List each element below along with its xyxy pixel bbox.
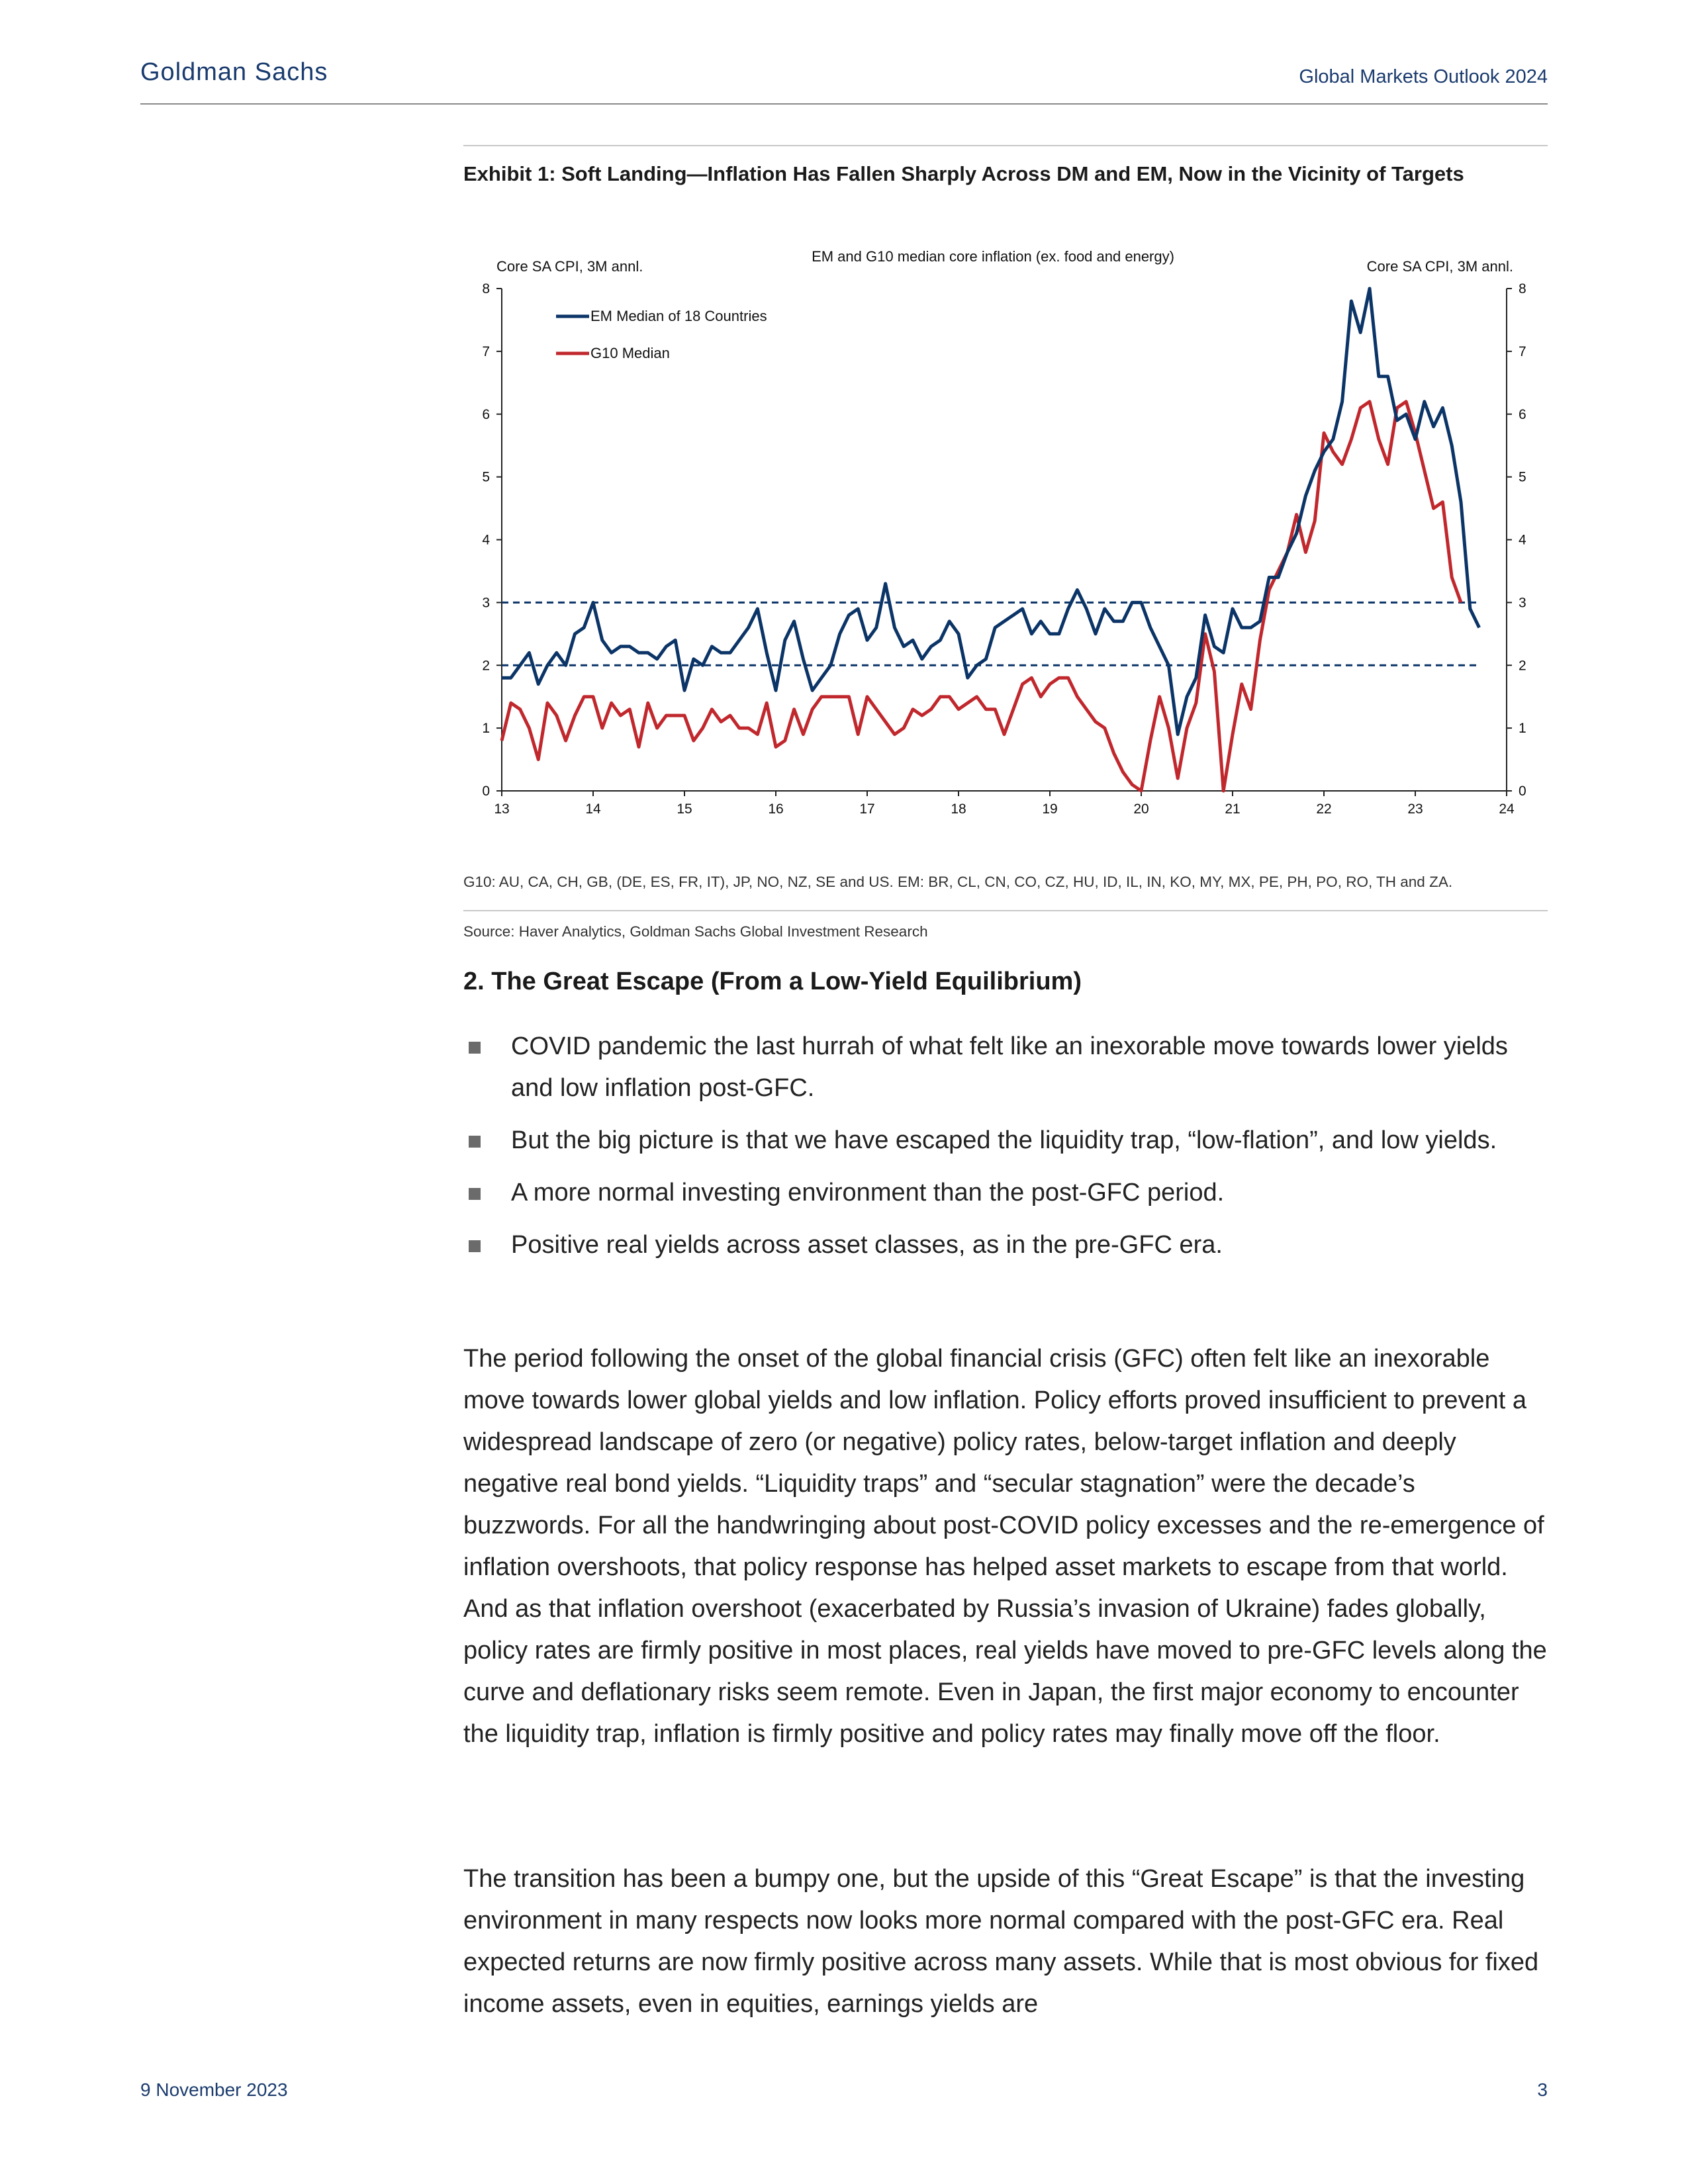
section-heading: 2. The Great Escape (From a Low-Yield Equilibrium) — [463, 968, 1082, 995]
y-axis-label-right: Core SA CPI, 3M annl. — [1366, 258, 1513, 275]
x-tick-label: 21 — [1225, 801, 1241, 817]
bullet-text: Positive real yields across asset classes, as in the pre-GFC era. — [511, 1231, 1223, 1259]
y-tick-label-left: 0 — [482, 784, 490, 799]
y-tick-label-left: 5 — [482, 469, 490, 485]
chart-title: EM and G10 median core inflation (ex. food and energy) — [812, 248, 1174, 265]
exhibit-divider — [463, 145, 1548, 146]
x-tick-label: 22 — [1316, 801, 1332, 817]
bullet-square-icon — [469, 1240, 481, 1252]
y-tick-label-right: 6 — [1519, 406, 1526, 422]
x-tick-label: 19 — [1042, 801, 1058, 817]
y-tick-label-right: 3 — [1519, 595, 1526, 611]
bullet-list — [463, 1026, 1549, 1277]
bullet-square-icon — [469, 1042, 481, 1054]
body-paragraph: The transition has been a bumpy one, but the upside of this “Great Escape” is that the investing environment in many respects now looks more normal compared with the post-GFC era. Real expected returns are now firmly positive across many assets. While that is most obvious for fixed income assets, even in equities, earnings yields are — [463, 1865, 1539, 2018]
legend-label: G10 Median — [590, 345, 670, 361]
source-note: Source: Haver Analytics, Goldman Sachs Global Investment Research — [463, 923, 928, 940]
report-title: Global Markets Outlook 2024 — [1299, 66, 1548, 87]
exhibit-title: Exhibit 1: Soft Landing—Inflation Has Fallen Sharply Across DM and EM, Now in the Vicinity of Targets — [463, 162, 1464, 185]
y-tick-label-left: 7 — [482, 343, 490, 359]
country-coverage-note: G10: AU, CA, CH, GB, (DE, ES, FR, IT), JP, NO, NZ, SE and US. EM: BR, CL, CN, CO, CZ, HU, ID, IL, IN, KO, MY, MX, PE, PH, PO, RO, TH and ZA. — [463, 874, 1453, 890]
inflation-chart — [463, 232, 1526, 841]
bullet-text: A more normal investing environment than the post-GFC period. — [511, 1179, 1225, 1206]
y-tick-label-right: 5 — [1519, 469, 1526, 485]
x-tick-label: 13 — [494, 801, 510, 817]
x-tick-label: 15 — [677, 801, 692, 817]
x-tick-label: 16 — [768, 801, 784, 817]
header-divider — [140, 103, 1548, 105]
y-tick-label-right: 8 — [1519, 281, 1526, 296]
x-tick-label: 18 — [951, 801, 966, 817]
bullet-item — [463, 1026, 1549, 1109]
x-tick-label: 20 — [1133, 801, 1149, 817]
y-tick-label-left: 8 — [482, 281, 490, 296]
g10-median-line — [502, 402, 1461, 791]
y-tick-label-right: 4 — [1519, 532, 1526, 548]
legend-label: EM Median of 18 Countries — [590, 308, 767, 324]
y-tick-label-left: 4 — [482, 532, 490, 548]
page-number: 3 — [1537, 2079, 1548, 2100]
x-tick-label: 24 — [1499, 801, 1515, 817]
body-paragraph: The period following the onset of the global financial crisis (GFC) often felt like an inexorable move towards lower global yields and low inflation. Policy efforts proved insufficient to prevent a widespread landscape of zero (or negative) policy rates, below-target inflation and deeply negative real bond yields. “Liquidity traps” and “secular stagnation” were the decade’s buzzwords. For all the handwringing about post-COVID policy excesses and the re-emergence of inflation overshoots, that policy response has helped asset markets to escape from that world. And as that inflation overshoot (exacerbated by Russia’s invasion of Ukraine) fades globally, policy rates are firmly positive in most places, real yields have moved to pre-GFC levels along the curve and deflationary risks seem remote. Even in Japan, the first major economy to encounter the liquidity trap, inflation is firmly positive and policy rates may finally move off the floor. — [463, 1345, 1547, 1748]
bullet-item — [463, 1172, 1549, 1214]
y-tick-label-left: 6 — [482, 406, 490, 422]
y-tick-label-left: 3 — [482, 595, 490, 611]
y-axis-label-left: Core SA CPI, 3M annl. — [496, 258, 643, 275]
note-divider — [463, 910, 1548, 911]
bullet-item — [463, 1224, 1549, 1266]
footer-date: 9 November 2023 — [140, 2079, 288, 2100]
bullet-text: COVID pandemic the last hurrah of what felt like an inexorable move towards lower yields and low inflation post-GFC. — [511, 1032, 1508, 1102]
y-tick-label-right: 0 — [1519, 784, 1526, 799]
y-tick-label-left: 2 — [482, 658, 490, 674]
bullet-square-icon — [469, 1136, 481, 1148]
y-tick-label-right: 1 — [1519, 721, 1526, 737]
y-tick-label-right: 2 — [1519, 658, 1526, 674]
brand-logo-text: Goldman Sachs — [140, 58, 328, 86]
x-tick-label: 23 — [1407, 801, 1423, 817]
x-tick-label: 14 — [585, 801, 601, 817]
bullet-text: But the big picture is that we have escaped the liquidity trap, “low-flation”, and low yields. — [511, 1126, 1497, 1154]
inflation-chart-svg — [463, 232, 1526, 841]
bullet-square-icon — [469, 1188, 481, 1200]
x-tick-label: 17 — [859, 801, 875, 817]
bullet-item — [463, 1120, 1549, 1161]
y-tick-label-right: 7 — [1519, 343, 1526, 359]
y-tick-label-left: 1 — [482, 721, 490, 737]
